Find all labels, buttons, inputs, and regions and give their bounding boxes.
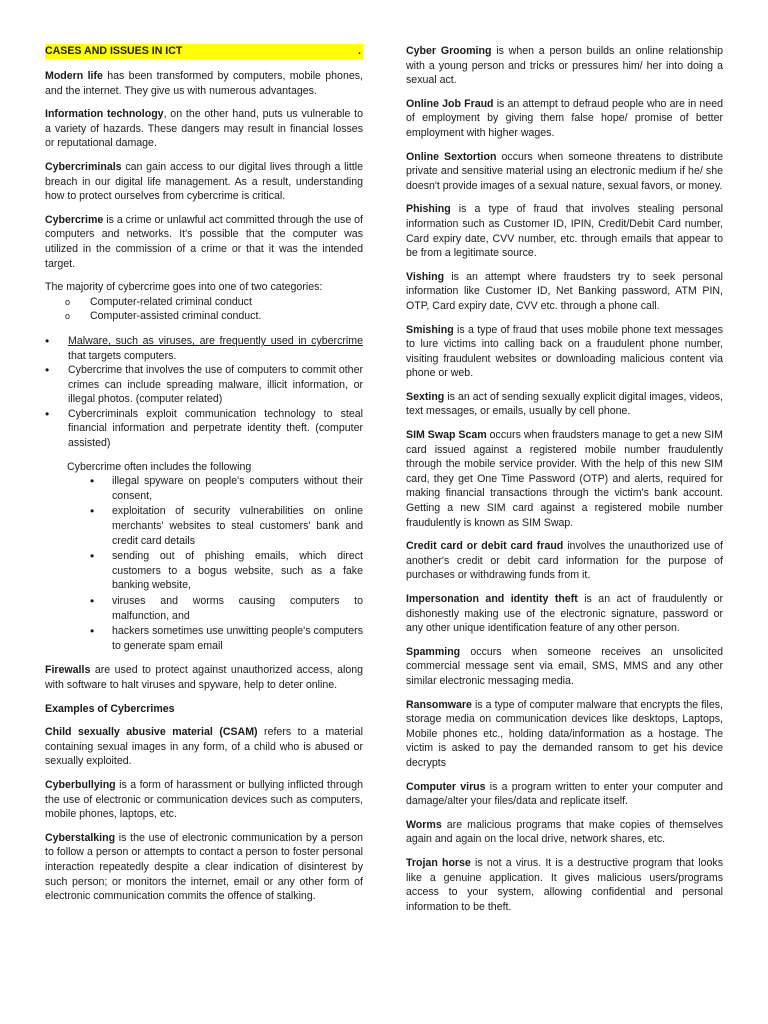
term: Cyber Grooming	[406, 45, 492, 57]
term: Modern life	[45, 70, 103, 82]
list-item: • illegal spyware on people's computers without their consent,	[90, 474, 363, 503]
list-item	[45, 363, 363, 407]
list-item-text: Cybercriminals exploit communication technology to steal financial information and perpetrate identity theft. (computer assisted)	[68, 407, 363, 450]
definition: , on the other hand, puts us vulnerable to a variety of hazards. These dangers may result in financial losses or reputational damage.	[45, 108, 363, 150]
term: Child sexually abusive material (CSAM)	[45, 726, 258, 739]
term: Credit card or debit card fraud	[406, 540, 564, 553]
list-item: • hackers sometimes use unwitting people's computers to generate spam email	[90, 624, 363, 653]
example-paragraph	[406, 818, 723, 847]
example-paragraph	[406, 645, 723, 689]
term: Cyberbullying	[45, 778, 116, 791]
definition: are malicious programs that make copies of themselves again and again on the local drive, network shares, etc.	[406, 818, 723, 846]
list-item-text: Cybercrime that involves the use of computers to commit other crimes can include spreading malware, illicit information, or illegal photos. (computer related)	[68, 364, 363, 406]
term: Vishing	[406, 270, 445, 283]
firewalls-paragraph	[45, 663, 363, 692]
term: Information technology	[45, 108, 164, 121]
definition: is an act of fraudulently or dishonestly making use of the electronic signature, password or any other unique identification feature of any other person.	[406, 593, 724, 635]
definition: is a crime or unlawful act committed through the use of computers and networks. It's possible that the computer was utilized in the commission of a crime or that it was the intended target.	[45, 213, 363, 270]
term: Online Sextortion	[406, 150, 497, 163]
underlined-text: Malware, such as viruses, are frequently used in cybercrime	[68, 334, 363, 347]
definition: occurs when fraudsters manage to get a new SIM card issued against a registered mobile number fraudulently through the mobile service provider. With the help of this new SIM card, they get One Time Password (OTP) and alerts, required for making financial transactions through the victim's bank account. Getting a new SIM card against a registered mobile number fraudulently is known as SIM Swap.	[406, 429, 723, 529]
example-paragraph	[406, 428, 723, 530]
page-title	[45, 44, 363, 59]
term: SIM Swap Scam	[406, 429, 487, 442]
term: Cybercriminals	[45, 160, 122, 173]
list-item	[45, 334, 363, 363]
left-column	[45, 44, 363, 913]
term: Ransomware	[406, 698, 472, 711]
definition: is a form of harassment or bullying inflicted through the use of electronic or communication devices such as computers, mobile phones, laptops, etc.	[45, 778, 363, 821]
term: Cyberstalking	[45, 831, 116, 844]
definition: refers to a material containing sexual images in any form, of a child who is abused or sexually exploited.	[45, 726, 363, 768]
includes-intro: Cybercrime often includes the following	[67, 460, 252, 473]
definition: is a type of computer malware that encrypts the files, storage media on communication devices like desktops, Laptops, Mobile phones etc., holding data/information as a hostage. The victim is asked to pay the demanded ransom to get his device decrypts	[406, 698, 723, 769]
example-paragraph	[406, 270, 723, 314]
example-paragraph	[45, 778, 363, 822]
title-dot: .	[358, 45, 361, 57]
example-paragraph	[406, 592, 723, 636]
term: Online Job Fraud	[406, 97, 494, 110]
definition: has been transformed by computers, mobile phones, and the internet. They give us with numerous advantages.	[45, 70, 363, 97]
list-item-text: that targets computers.	[68, 349, 177, 362]
term: Firewalls	[45, 664, 91, 677]
list-item: • sending out of phishing emails, which direct customers to a bogus website, such as a fake banking website,	[90, 549, 363, 593]
term: Sexting	[406, 390, 445, 403]
definition: is an attempt to defraud people who are in need of employment by giving them false hope/ promise of better employment with higher wages.	[406, 97, 724, 139]
term: Smishing	[406, 323, 454, 336]
term: Trojan horse	[406, 856, 471, 869]
definition: is when a person builds an online relationship with a young person and tricks or pressures him/ her into doing a sexual act.	[406, 45, 723, 87]
title-text: CASES AND ISSUES IN ICT	[45, 45, 183, 57]
term: Impersonation and identity theft	[406, 593, 578, 605]
definition: is an act of sending sexually explicit digital images, videos, text messages, or emails, usually by cell phone.	[406, 390, 723, 418]
definition: is a program written to enter your computer and damage/alter your files/data and replicate itself.	[406, 780, 724, 808]
term: Worms	[406, 818, 442, 831]
definition: is the use of electronic communication by a person to follow a person or attempts to contact a person to foster personal interaction repeatedly despite a clear indication of disinterest by such person; or monitors the internet, email or any other form of electronic communication commits the offence of stalking.	[45, 831, 363, 903]
definition: occurs when someone threatens to distribute private and sensitive material using an electronic medium if he/ she doesn't provide images of a sexual nature, sexual favors, or money.	[406, 150, 723, 192]
example-paragraph	[406, 539, 723, 583]
intro-paragraph	[45, 160, 363, 204]
intro-paragraph	[45, 213, 363, 271]
example-paragraph	[406, 698, 723, 771]
example-paragraph	[45, 725, 363, 769]
right-column	[406, 44, 723, 923]
list-item: • viruses and worms causing computers to malfunction, and	[90, 594, 363, 623]
includes-list	[90, 474, 363, 653]
example-paragraph	[406, 202, 723, 260]
example-paragraph	[406, 44, 723, 88]
definition: is a type of fraud that involves stealing personal information such as Customer ID, IPIN, Credit/Debit Card number, Card expiry date, CVV number, etc. through emails that appear to be from a legitimate source.	[406, 203, 723, 260]
example-paragraph	[406, 97, 723, 141]
definition: is not a virus. It is a destructive program that looks like a genuine application. It gives malicious users/programs access to your system, allowing confidential and personal information to be theft.	[406, 856, 723, 913]
categories-intro: The majority of cybercrime goes into one of two categories:	[45, 281, 323, 294]
list-item: • exploitation of security vulnerabilities on online merchants' websites to steal customers' bank and credit card details	[90, 504, 363, 548]
definition: is a type of fraud that uses mobile phone text messages to lure victims into calling back on a fraudulent phone number, visiting fraudulent websites or downloading malicious content via phone or web.	[406, 323, 723, 380]
definition: can gain access to our digital lives through a little breach in our digital life management. As a result, understanding how to protect ourselves from cybercrime is critical.	[45, 160, 363, 203]
definition: are used to protect against unauthorized access, along with software to halt viruses and spyware, help to deter online.	[45, 664, 363, 691]
definition: occurs when someone receives an unsolicited commercial message sent via email, SMS, MMS and any other similar electronic messaging media.	[406, 645, 723, 687]
categories-list	[65, 295, 363, 324]
definition: involves the unauthorized use of another's credit or debit card information for the purpose of purchases or withdrawing funds from it.	[406, 540, 724, 582]
examples-heading: Examples of Cybercrimes	[45, 702, 175, 715]
term: Spamming	[406, 645, 461, 658]
list-item: o Computer-related criminal conduct	[65, 295, 363, 310]
example-paragraph	[45, 831, 363, 904]
term: Phishing	[406, 203, 451, 216]
list-item: o Computer-assisted criminal conduct.	[65, 309, 363, 324]
term: Cybercrime	[45, 213, 104, 226]
example-paragraph	[406, 150, 723, 194]
intro-paragraph	[45, 69, 363, 98]
list-item	[45, 407, 363, 451]
example-paragraph	[406, 323, 723, 381]
bullet-list	[45, 334, 363, 451]
definition: is an attempt where fraudsters try to seek personal information like Customer ID, Net Banking password, ATM PIN, OTP, Card expiry date, CVV etc. through a phone call.	[406, 270, 723, 312]
example-paragraph	[406, 390, 723, 419]
example-paragraph	[406, 780, 723, 809]
intro-paragraph	[45, 107, 363, 151]
term: Computer virus	[406, 780, 486, 793]
example-paragraph	[406, 856, 723, 914]
